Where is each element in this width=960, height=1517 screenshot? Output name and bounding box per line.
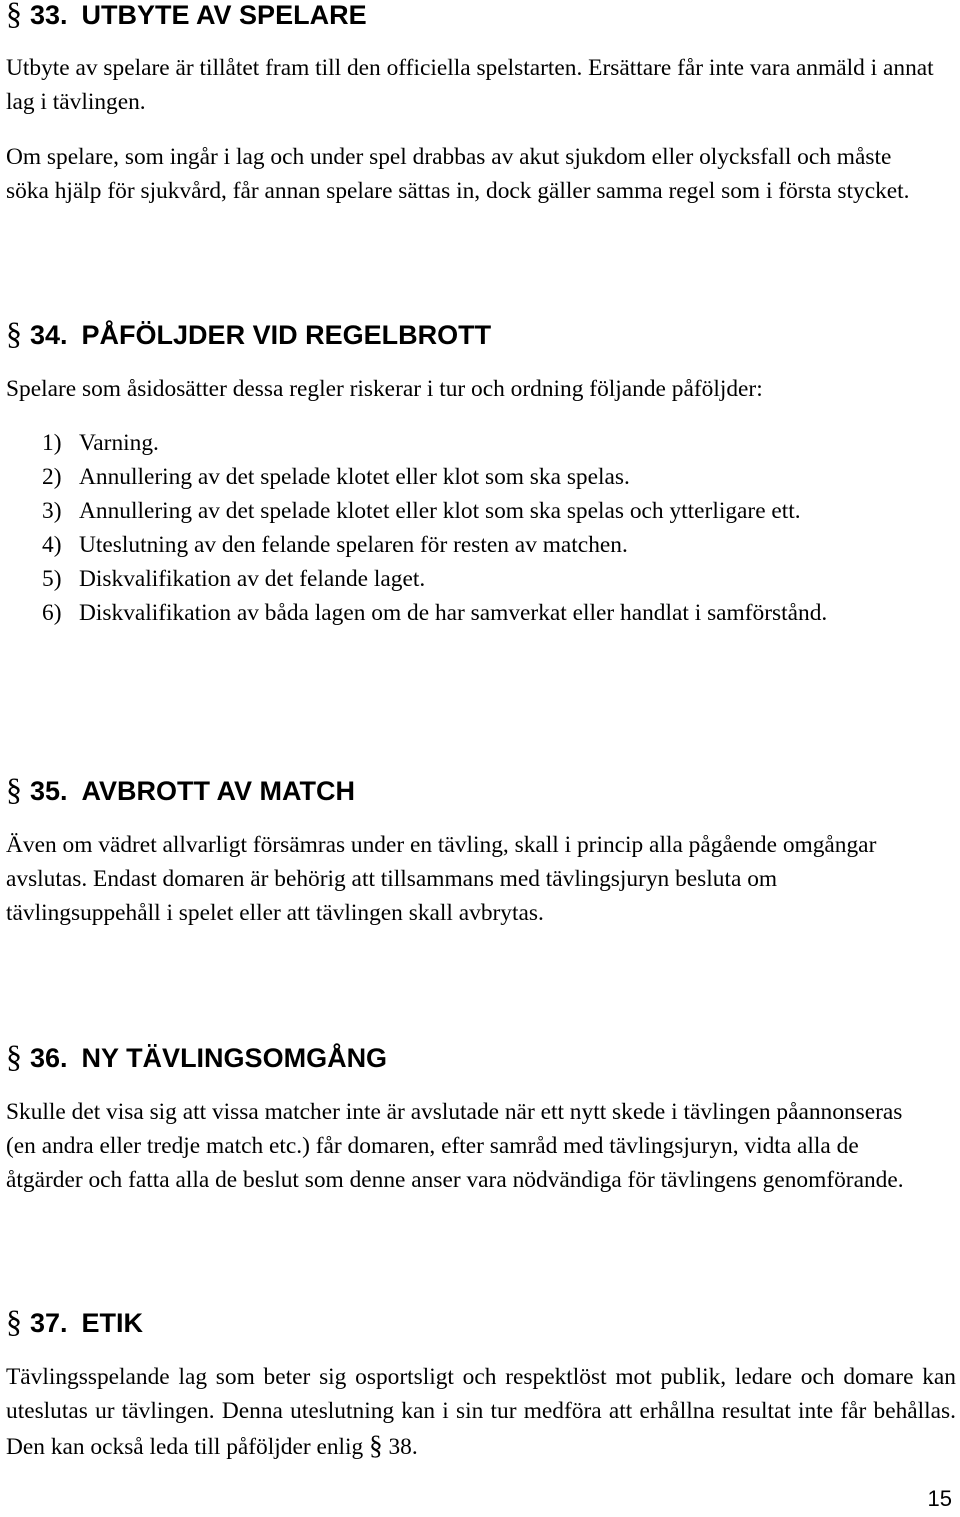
section-reference-number: 38. — [388, 1434, 418, 1460]
list-marker: 3) — [42, 498, 62, 524]
list-item — [42, 460, 942, 494]
section-symbol: § — [6, 1303, 22, 1339]
section-title: AVBROTT AV MATCH — [81, 776, 356, 806]
section-number: 33. — [30, 0, 68, 30]
list-item — [42, 494, 942, 528]
section-35-paragraph-1: Även om vädret allvarligt försämras under en tävling, skall i princip alla pågående omgångar avslutas. Endast domaren är behörig att tillsammans med tävlingsjuryn besluta om tävlingsuppehåll i spelet eller att tävlingen skall avbrytas. — [6, 832, 877, 926]
section-symbol: § — [6, 315, 22, 351]
list-item — [42, 528, 942, 562]
section-33-paragraph-2: Om spelare, som ingår i lag och under spel drabbas av akut sjukdom eller olycksfall och måste söka hjälp för sjukvård, får annan spelare sättas in, dock gäller samma regel som i första stycket. — [6, 144, 910, 204]
list-item — [42, 426, 942, 460]
list-item-text: Annullering av det spelade klotet eller klot som ska spelas. — [79, 464, 630, 490]
section-number: 37. — [30, 1308, 68, 1338]
section-symbol: § — [6, 1038, 22, 1074]
section-title: NY TÄVLINGSOMGÅNG — [81, 1043, 388, 1073]
section-33-paragraph-1: Utbyte av spelare är tillåtet fram till den officiella spelstarten. Ersättare får inte vara anmäld i annat lag i tävlingen. — [6, 55, 934, 115]
list-item-text: Diskvalifikation av båda lagen om de har samverkat eller handlat i samförstånd. — [79, 600, 828, 626]
list-item-text: Diskvalifikation av det felande laget. — [79, 566, 426, 592]
section-symbol: § — [6, 0, 22, 31]
section-37-text: Tävlingsspelande lag som beter sig osportsligt och respektlöst mot publik, ledare och domare kan uteslutas ur tävlingen. Denna uteslutning kan i sin tur medföra att erhållna resultat inte får behållas. Den kan också leda till påföljder enlig — [6, 1364, 956, 1460]
list-item-text: Uteslutning av den felande spelaren för resten av matchen. — [79, 532, 628, 558]
list-marker: 1) — [42, 430, 62, 456]
section-heading-34 — [6, 315, 492, 351]
section-title: PÅFÖLJDER VID REGELBROTT — [81, 320, 492, 350]
section-number: 35. — [30, 776, 68, 806]
list-item — [42, 562, 942, 596]
list-item-text: Varning. — [79, 430, 159, 456]
section-title: UTBYTE AV SPELARE — [81, 0, 367, 30]
list-item — [42, 596, 942, 630]
section-heading-37 — [6, 1303, 144, 1339]
section-number: 34. — [30, 320, 68, 350]
section-34-intro: Spelare som åsidosätter dessa regler riskerar i tur och ordning följande påföljder: — [6, 376, 763, 402]
list-marker: 6) — [42, 600, 62, 626]
section-reference-symbol: § — [369, 1430, 383, 1460]
section-37-paragraph-1 — [6, 1360, 956, 1464]
section-symbol: § — [6, 771, 22, 807]
section-heading-36 — [6, 1038, 388, 1074]
section-heading-35 — [6, 771, 356, 807]
section-title: ETIK — [81, 1308, 144, 1338]
penalty-list — [42, 426, 942, 630]
section-number: 36. — [30, 1043, 68, 1073]
section-36-paragraph-1: Skulle det visa sig att vissa matcher inte är avslutade när ett nytt skede i tävlingen påannonseras (en andra eller tredje match etc.) får domaren, efter samråd med tävlingsjuryn, vidta alla de åtgärder och fatta alla de beslut som denne anser vara nödvändiga för tävlingens genomförande. — [6, 1099, 904, 1193]
section-heading-33 — [6, 0, 367, 30]
list-marker: 4) — [42, 532, 62, 558]
page-number: 15 — [927, 1486, 952, 1511]
list-marker: 2) — [42, 464, 62, 490]
list-item-text: Annullering av det spelade klotet eller klot som ska spelas och ytterligare ett. — [79, 498, 801, 524]
list-marker: 5) — [42, 566, 62, 592]
